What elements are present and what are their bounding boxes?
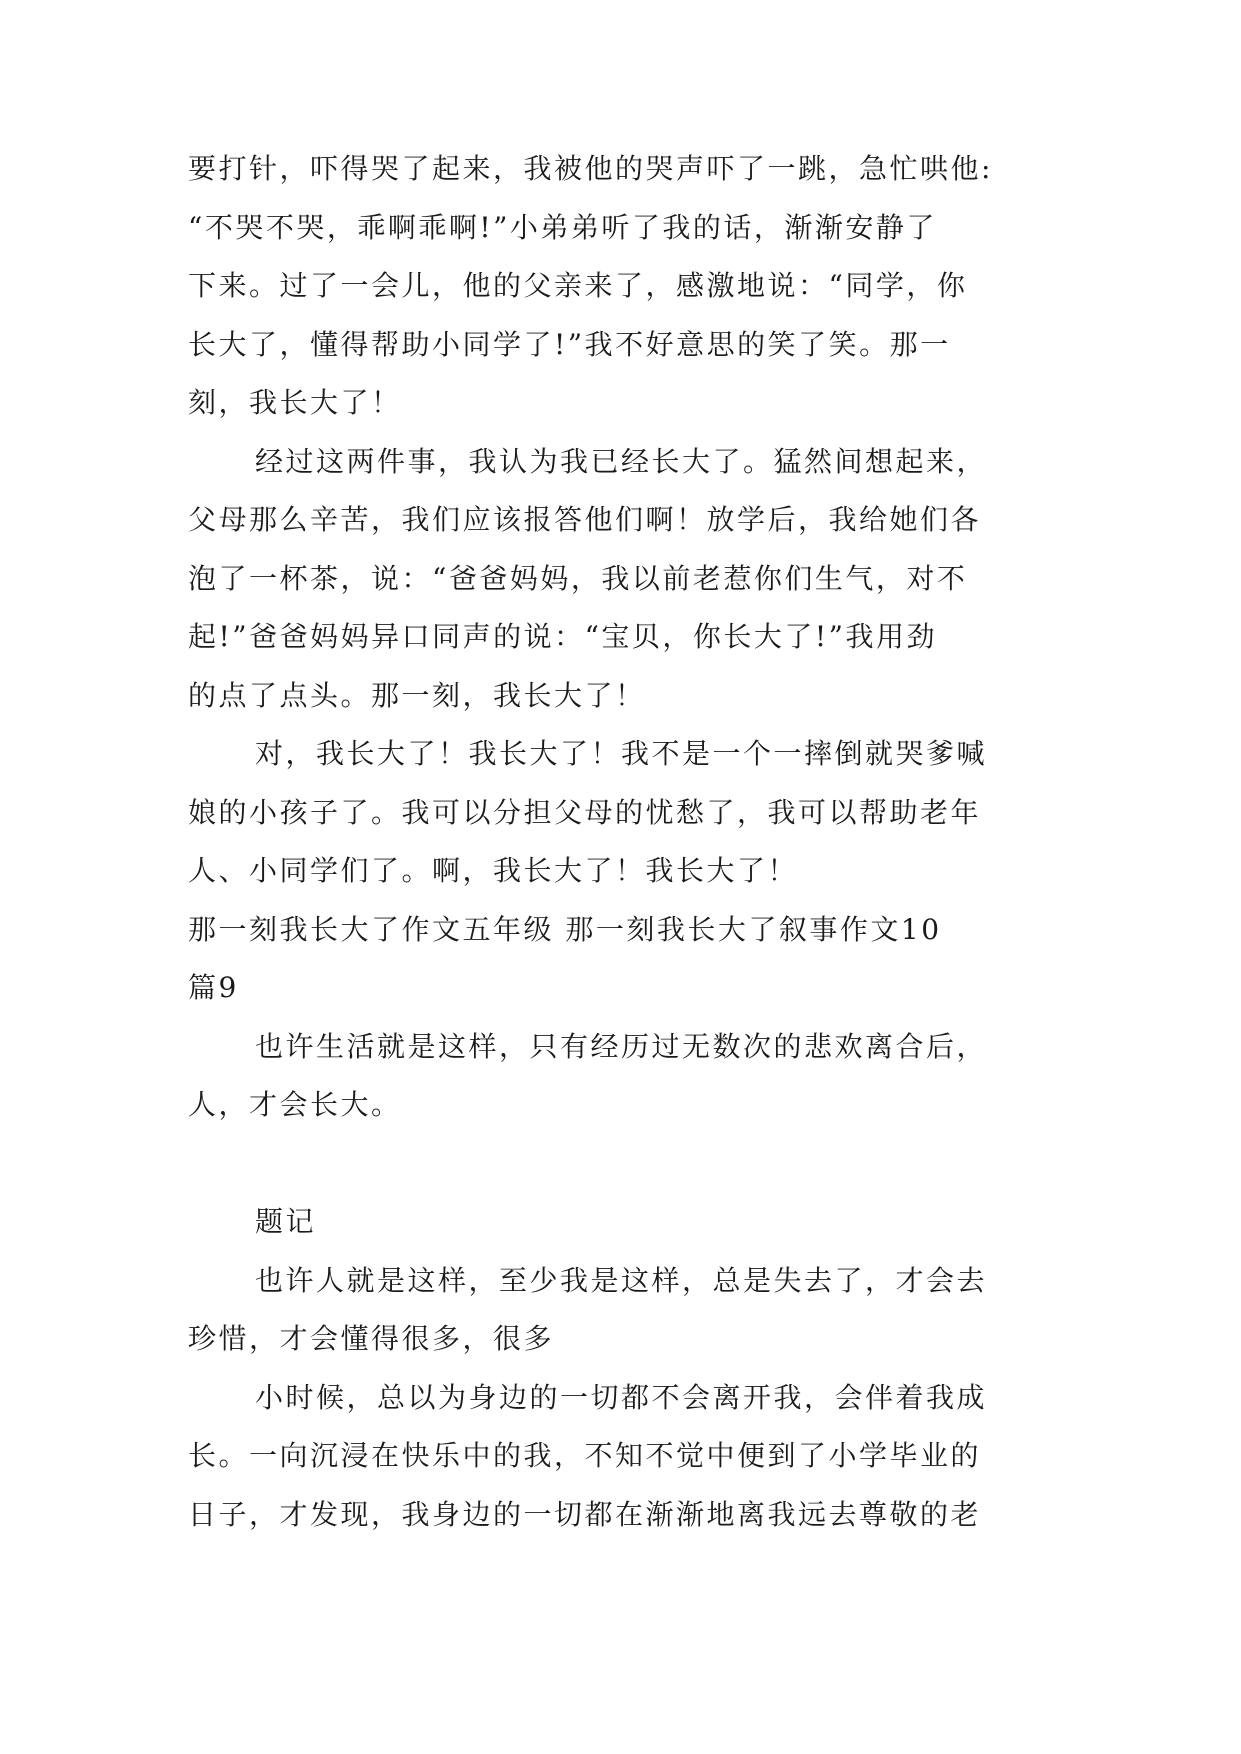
text-line: 要打针，吓得哭了起来，我被他的哭声吓了一跳，急忙哄他: (188, 152, 993, 185)
text-line: 日子，才发现，我身边的一切都在渐渐地离我远去尊敬的老 (188, 1498, 982, 1531)
section-title: 那一刻我长大了作文五年级 那一刻我长大了叙事作文10 (188, 913, 942, 946)
text-line: 刻，我长大了！ (188, 386, 402, 419)
text-line: 珍惜，才会懂得很多，很多 (188, 1322, 555, 1355)
text-line: 也许人就是这样，至少我是这样，总是失去了，才会去 (255, 1264, 988, 1297)
text-line: 小时候，总以为身边的一切都不会离开我，会伴着我成 (255, 1381, 988, 1414)
text-line: 人，才会长大。 (188, 1088, 402, 1121)
text-line: 泡了一杯茶，说：“爸爸妈妈，我以前老惹你们生气，对不 (188, 562, 968, 595)
text-line: 下来。过了一会儿，他的父亲来了，感激地说：“同学，你 (188, 269, 968, 302)
text-line: 娘的小孩子了。我可以分担父母的忧愁了，我可以帮助老年 (188, 796, 982, 829)
section-title: 篇9 (188, 971, 239, 1004)
text-line: 题记 (255, 1205, 317, 1238)
text-line: 起!”爸爸妈妈异口同声的说：“宝贝，你长大了!”我用劲 (188, 620, 937, 653)
text-line: 父母那么辛苦，我们应该报答他们啊！放学后，我给她们各 (188, 503, 982, 536)
text-line: “不哭不哭，乖啊乖啊!”小弟弟听了我的话，渐渐安静了 (188, 211, 937, 244)
text-line: 也许生活就是这样，只有经历过无数次的悲欢离合后， (255, 1030, 988, 1063)
text-line: 人、小同学们了。啊，我长大了！我长大了！ (188, 854, 799, 887)
text-line: 的点了点头。那一刻，我长大了！ (188, 679, 646, 712)
text-line: 长大了，懂得帮助小同学了!”我不好意思的笑了笑。那一 (188, 328, 951, 361)
text-line: 经过这两件事，我认为我已经长大了。猛然间想起来， (255, 445, 988, 478)
text-line: 长。一向沉浸在快乐中的我，不知不觉中便到了小学毕业的 (188, 1439, 982, 1472)
text-line: 对，我长大了！我长大了！我不是一个一摔倒就哭爹喊 (255, 737, 988, 770)
